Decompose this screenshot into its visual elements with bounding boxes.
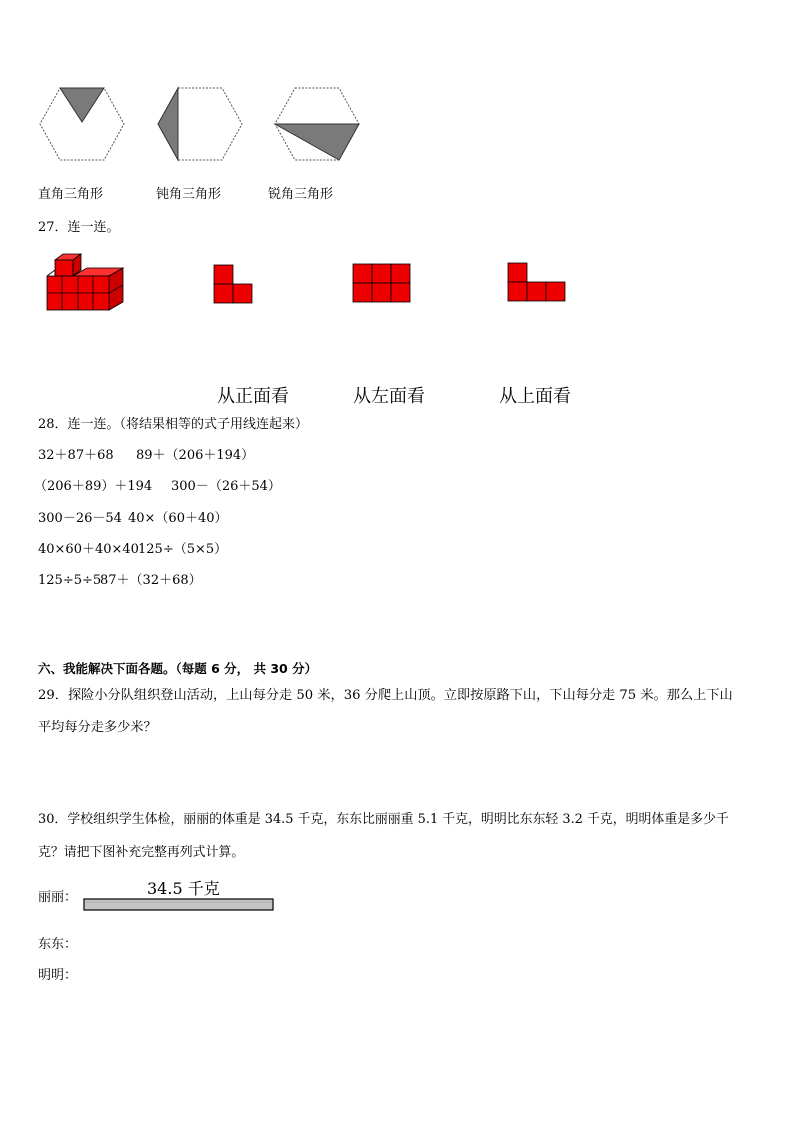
hexagon-acute-triangle-figure	[273, 86, 361, 162]
label-right-triangle: 直角三角形	[38, 187, 104, 202]
name-dongdong: 东东：	[38, 937, 78, 952]
view-label-front: 从正面看	[217, 386, 289, 407]
q28-left-expr-2: （206＋89）＋194	[34, 479, 153, 494]
q29-text-line-1: 29．探险小分队组织登山活动，上山每分走 50 米，36 分爬上山顶。立即按原路下山，下山每分走 75 米。那么上下山	[38, 688, 733, 703]
hexagon-right-triangle-figure	[38, 86, 126, 162]
lili-weight-bar	[83, 898, 275, 912]
hexagon-obtuse-triangle-figure	[156, 86, 244, 162]
bar-weight-label: 34.5 千克	[147, 879, 220, 898]
name-lili: 丽丽：	[38, 890, 78, 905]
cube-stack-3d-figure	[45, 252, 127, 312]
q28-right-expr-3: 40×（60＋40）	[128, 511, 228, 526]
view-label-top: 从上面看	[499, 386, 571, 407]
q28-right-expr-1: 89＋（206＋194）	[136, 448, 255, 463]
view-label-left: 从左面看	[353, 386, 425, 407]
q28-right-expr-5: 87＋（32＋68）	[100, 573, 202, 588]
view-shape-l-long	[507, 262, 569, 302]
q28-left-expr-4: 40×60＋40×40	[38, 542, 139, 557]
q28-left-expr-1: 32＋87＋68	[38, 448, 114, 463]
view-shape-grid-2x3	[352, 263, 412, 303]
q29-text-line-2: 平均每分走多少米？	[38, 720, 157, 735]
label-acute-triangle: 锐角三角形	[268, 187, 334, 202]
q30-text-line-1: 30．学校组织学生体检，丽丽的体重是 34.5 千克，东东比丽丽重 5.1 千克，明明比东东轻 3.2 千克，明明体重是多少千	[38, 812, 729, 827]
q27-title: 27．连一连。	[38, 220, 120, 235]
q30-text-line-2: 克？请把下图补充完整再列式计算。	[38, 845, 245, 860]
q28-right-expr-2: 300－（26＋54）	[171, 479, 281, 494]
section-6-title: 六、我能解决下面各题。（每题 6 分， 共 30 分）	[38, 661, 318, 676]
view-shape-l-small	[213, 264, 255, 304]
q28-right-expr-4: 125÷（5×5）	[138, 542, 228, 557]
q28-left-expr-3: 300－26－54	[38, 511, 122, 526]
name-mingming: 明明：	[38, 968, 78, 983]
q28-left-expr-5: 125÷5÷5	[38, 573, 102, 588]
label-obtuse-triangle: 钝角三角形	[156, 187, 222, 202]
q28-title: 28．连一连。（将结果相等的式子用线连起来）	[38, 417, 309, 432]
